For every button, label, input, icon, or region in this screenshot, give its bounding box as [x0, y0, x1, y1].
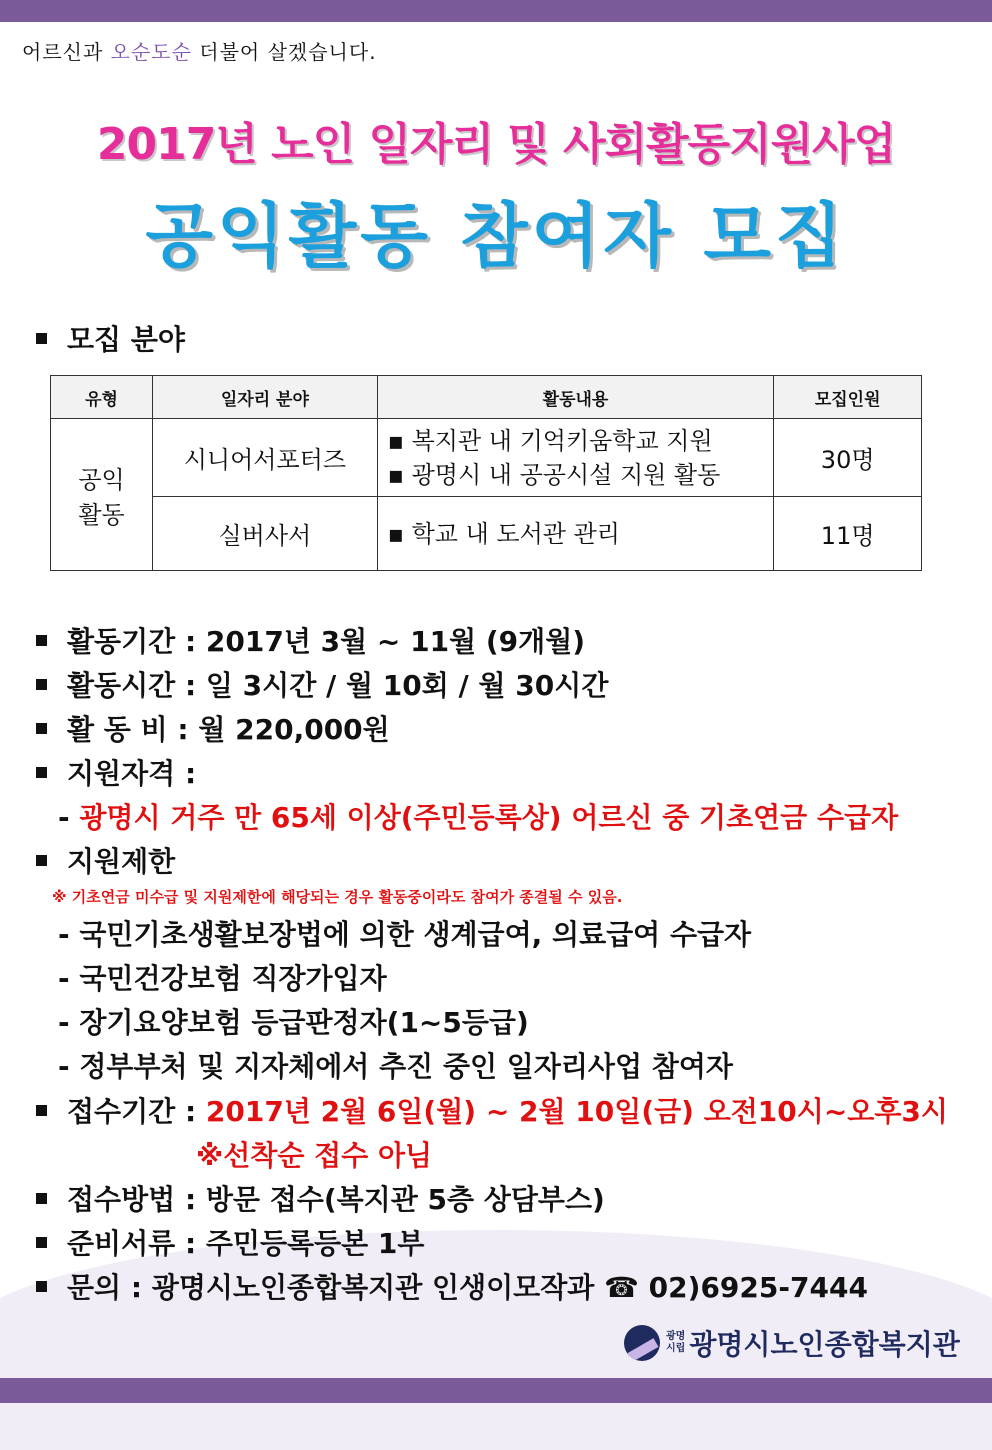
bullet-icon — [36, 679, 47, 690]
restriction-item: - 국민기초생활보장법에 의한 생계급여, 의료급여 수급자 — [58, 918, 752, 951]
logo-name: 광명시노인종합복지관 — [689, 1328, 960, 1361]
activity-cell: ▪ 복지관 내 기억키움학교 지원 ▪ 광명시 내 공공시설 지원 활동 — [377, 419, 774, 497]
slogan: 어르신과 오순도순 더불어 살겠습니다. — [22, 40, 377, 64]
table-row — [51, 419, 922, 497]
reception-period: 접수기간 : 2017년 2월 6일(월) ~ 2월 10일(금) 오전10시~오후3시 — [36, 1090, 948, 1130]
recruitment-title: 공익활동 참여자 모집 — [145, 195, 847, 277]
type-cell: 공익 활동 — [51, 419, 153, 571]
welfare-center-logo: 광명 시립 광명시노인종합복지관 — [624, 1323, 960, 1363]
table-header-row — [51, 376, 922, 419]
header-field: 일자리 분야 — [153, 376, 378, 419]
bullet-icon — [36, 723, 47, 734]
logo-icon — [624, 1325, 660, 1361]
activity-fee: 활 동 비 : 월 220,000원 — [36, 708, 390, 748]
reception-method: 접수방법 : 방문 접수(복지관 5층 상담부스) — [36, 1178, 605, 1218]
contact-info: 문의 : 광명시노인종합복지관 인생이모작과 ☎ 02)6925-7444 — [36, 1266, 868, 1306]
qualification-label: 지원자격 : — [36, 752, 196, 792]
restriction-item: - 국민건강보험 직장가입자 — [58, 962, 387, 995]
bullet-icon — [36, 1237, 47, 1248]
reception-note: ※선착순 접수 아님 — [196, 1139, 433, 1172]
header-type: 유형 — [51, 376, 153, 419]
restriction-item: - 장기요양보험 등급판정자(1~5등급) — [58, 1006, 529, 1039]
qualification-detail: - 광명시 거주 만 65세 이상(주민등록상) 어르신 중 기초연금 수급자 — [58, 801, 899, 834]
top-band — [0, 0, 992, 22]
activity-hours: 활동시간 : 일 3시간 / 월 10회 / 월 30시간 — [36, 664, 608, 704]
restriction-item: - 정부부처 및 지자체에서 추진 중인 일자리사업 참여자 — [58, 1050, 733, 1083]
table-row — [51, 497, 922, 571]
count-cell: 11명 — [774, 497, 922, 571]
bullet-icon — [36, 333, 47, 344]
bullet-icon — [36, 1281, 47, 1292]
activity-period: 활동기간 : 2017년 3월 ~ 11월 (9개월) — [36, 620, 585, 660]
required-documents: 준비서류 : 주민등록등본 1부 — [36, 1222, 424, 1262]
bullet-icon — [36, 767, 47, 778]
header-activity: 활동내용 — [377, 376, 774, 419]
bullet-icon — [36, 1105, 47, 1116]
restriction-note: ※ 기초연금 미수급 및 지원제한에 해당되는 경우 활동중이라도 참여가 종결될 수 있음. — [52, 888, 623, 906]
count-cell: 30명 — [774, 419, 922, 497]
activity-cell: ▪ 학교 내 도서관 관리 — [377, 497, 774, 571]
field-cell: 시니어서포터즈 — [153, 419, 378, 497]
header-count: 모집인원 — [774, 376, 922, 419]
restriction-label: 지원제한 — [36, 840, 175, 880]
bullet-icon — [36, 635, 47, 646]
recruit-table — [50, 375, 922, 571]
field-cell: 실버사서 — [153, 497, 378, 571]
bullet-icon — [36, 855, 47, 866]
section-recruit-field: 모집 분야 — [36, 318, 185, 358]
bullet-icon — [36, 1193, 47, 1204]
program-title: 2017년 노인 일자리 및 사회활동지원사업 — [96, 119, 896, 170]
bottom-band — [0, 1378, 992, 1403]
